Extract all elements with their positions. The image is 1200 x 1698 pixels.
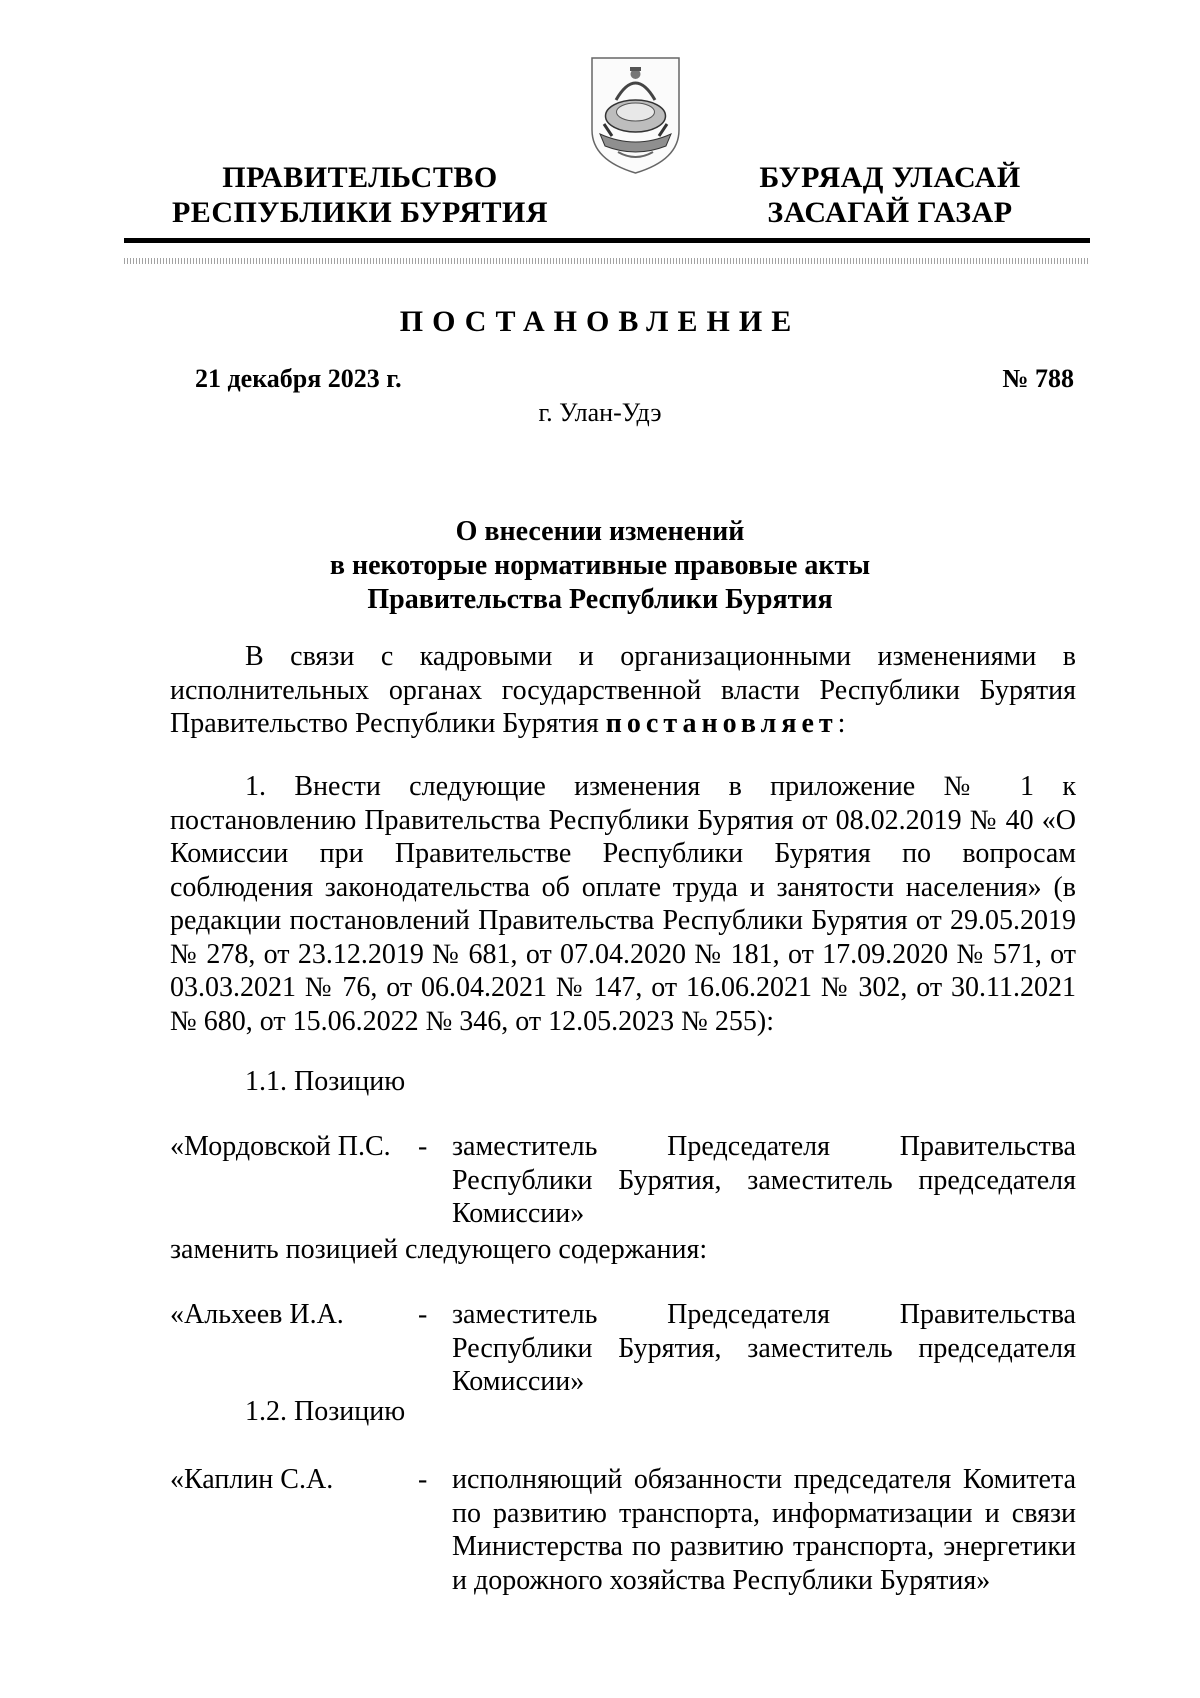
title-line1: О внесении изменений: [455, 516, 745, 547]
document-city: г. Улан-Удэ: [538, 398, 662, 427]
document-type: ПОСТАНОВЛЕНИЕ: [399, 305, 801, 338]
document-title: [0, 515, 1200, 617]
intro-text: В связи с кадровыми и организационными изменениями в исполнительных органах государственной власти Республики Бурятия Правительство Республики Бурятия: [170, 641, 1076, 739]
position-description: заместитель Председателя Правительства Республики Бурятия, заместитель председателя Комиссии»: [452, 1131, 1076, 1229]
header-right-line2: ЗАСАГАЙ ГАЗАР: [767, 196, 1013, 229]
header-left-line1: ПРАВИТЕЛЬСТВО: [222, 161, 498, 194]
document-date: 21 декабря 2023 г.: [195, 364, 402, 393]
position-name: «Альхеев И.А.: [170, 1299, 344, 1330]
position-name: «Каплин С.А.: [170, 1464, 334, 1495]
title-line3: Правительства Республики Бурятия: [367, 584, 833, 615]
title-line2: в некоторые нормативные правовые акты: [329, 550, 871, 581]
position-description: исполняющий обязанности председателя Комитета по развитию транспорта, информатизации и связи Министерства по развитию транспорта, энергетики и дорожного хозяйства Республики Бурятия»: [452, 1464, 1076, 1596]
intro-resolves: постановляет: [605, 708, 838, 739]
position-name: «Мордовской П.С.: [170, 1131, 391, 1162]
intro-end: :: [837, 708, 846, 739]
header-right: [740, 160, 1040, 230]
position-dash: -: [418, 1464, 428, 1495]
header-divider-dotted: [124, 258, 1090, 264]
subitem-1-1-heading: 1.1. Позицию: [245, 1066, 406, 1097]
position-description: заместитель Председателя Правительства Республики Бурятия, заместитель председателя Комиссии»: [452, 1299, 1076, 1397]
header-left: [170, 160, 550, 230]
position-dash: -: [418, 1299, 428, 1330]
header-right-line1: БУРЯАД УЛАСАЙ: [759, 161, 1021, 194]
header-left-line2: РЕСПУБЛИКИ БУРЯТИЯ: [171, 196, 549, 229]
position-dash: -: [418, 1131, 428, 1162]
replace-instruction: заменить позицией следующего содержания:: [170, 1234, 708, 1265]
header-divider: [124, 238, 1090, 243]
document-number: № 788: [1002, 364, 1074, 393]
subitem-1-2-heading: 1.2. Позицию: [245, 1396, 406, 1427]
item-1-paragraph: 1. Внести следующие изменения в приложение № 1 к постановлению Правительства Республики Бурятия от 08.02.2019 № 40 «О Комиссии при Правительстве Республики Бурятия по вопросам соблюдения законодательства об оплате труда и занятости населения» (в редакции постановлений Правительства Республики Бурятия от 29.05.2019 № 278, от 23.12.2019 № 681, от 07.04.2020 № 181, от 17.09.2020 № 571, от 03.03.2021 № 76, от 06.04.2021 № 147, от 16.06.2021 № 302, от 30.11.2021 № 680, от 15.06.2022 № 346, от 12.05.2023 № 255):: [170, 771, 1076, 1037]
intro-paragraph: [170, 640, 1076, 741]
coat-of-arms-emblem: [588, 52, 683, 177]
